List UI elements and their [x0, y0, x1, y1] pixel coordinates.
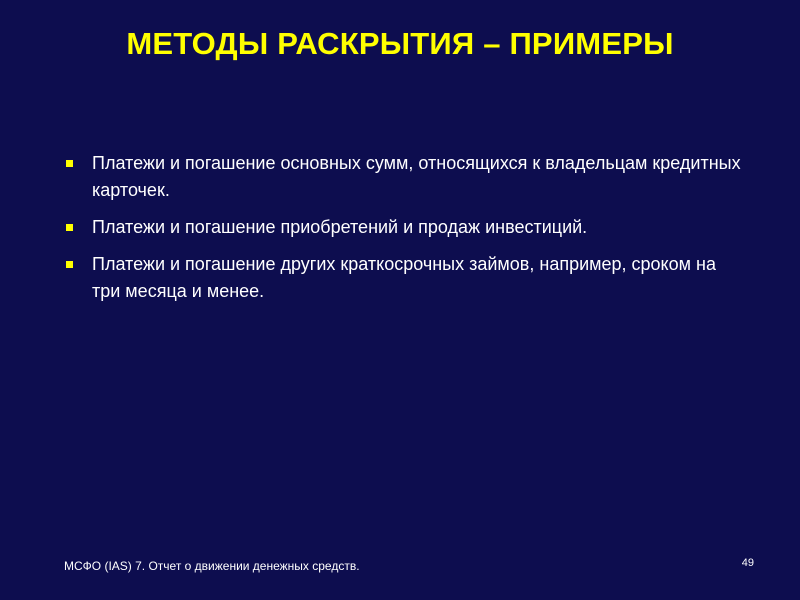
- list-item: [66, 251, 746, 305]
- square-bullet-icon: [66, 261, 73, 268]
- bullet-text: Платежи и погашение основных сумм, относящихся к владельцам кредитных карточек.: [92, 153, 741, 200]
- list-item: [66, 214, 746, 241]
- bullet-list: [66, 150, 746, 315]
- square-bullet-icon: [66, 160, 73, 167]
- page-number: 49: [741, 557, 754, 569]
- footer-caption: МСФО (IAS) 7. Отчет о движении денежных средств.: [64, 559, 360, 573]
- bullet-text: Платежи и погашение приобретений и продаж инвестиций.: [92, 217, 588, 237]
- bullet-text: Платежи и погашение других краткосрочных займов, например, сроком на три месяца и менее.: [92, 254, 716, 301]
- slide-title: МЕТОДЫ РАСКРЫТИЯ – ПРИМЕРЫ: [126, 26, 674, 61]
- list-item: [66, 150, 746, 204]
- square-bullet-icon: [66, 224, 73, 231]
